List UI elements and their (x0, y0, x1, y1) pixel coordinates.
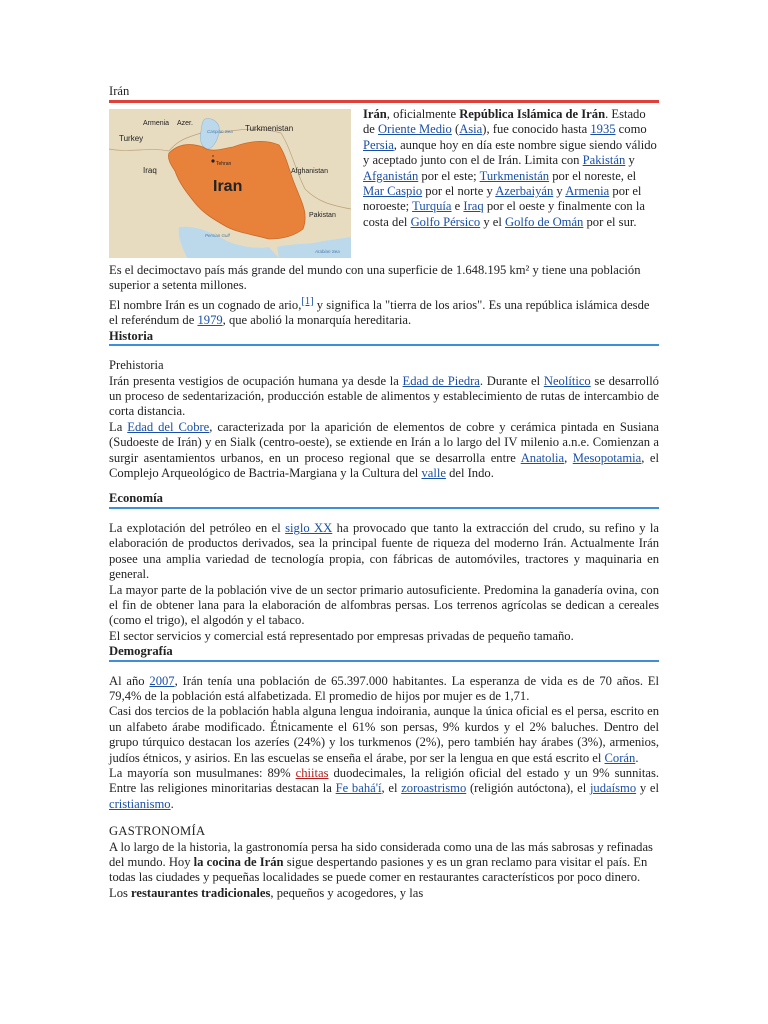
link-1979[interactable]: 1979 (197, 313, 223, 328)
map-label-turkmenistan: Turkmenistan (245, 124, 294, 133)
section-economia (109, 491, 659, 644)
intro-text (363, 107, 659, 230)
map-label-iraq: Iraq (143, 166, 157, 175)
link-siglo-xx[interactable]: siglo XX (285, 520, 333, 535)
page-title: Irán (109, 84, 130, 98)
country-name: Irán (363, 107, 387, 121)
section-gastronomia (109, 824, 659, 901)
link-turkmenistan[interactable]: Turkmenistán (479, 168, 550, 183)
footnote-link[interactable]: [1] (301, 295, 314, 307)
link-armenia[interactable]: Armenia (565, 184, 610, 199)
map-label-turkey: Turkey (119, 134, 144, 143)
link-mar-caspio[interactable]: Mar Caspio (363, 184, 423, 199)
name-paragraph: El nombre Irán es un cognado de ario,[1] y significa la "tierra de los arios". Es una república islámica desde el referéndum de 1979, que abolió la monarquía hereditaria. (109, 295, 650, 328)
historia-paragraph-2: La Edad del Cobre, caracterizada por la aparición de elementos de cobre y cerámica pintada en Susiana (Sudoeste de Irán) y en Sialk (centro-oeste), se extiende en Irán a lo largo del IV milenio a.n.e. Comienzan a surgir asentamientos urbanos, en un proceso regional que se desarrolla entre Anatolia, Mesopotamia, el Complejo Arqueológico de Bactria-Margiana y la Cultura del valle del Indo. (109, 419, 660, 481)
demografia-paragraph-2: Casi dos tercios de la población habla alguna lengua indoirania, aunque la única oficial es el persa, escrito en un alfabeto árabe modificado. Étnicamente el 61% son persas, 9% kurdos y el 2% baluches. Dentro del grupo túrquico destacan los azeríes (24%) y los turkmenos (2%), pero también hay árabes (3%), armenios, judíos étnicos, y asirios. En las escuelas se enseña el árabe, por ser la lengua en que está escrito el Corán. (109, 704, 659, 765)
iran-map-image (109, 109, 351, 258)
link-neolitico[interactable]: Neolítico (543, 373, 591, 388)
link-coran[interactable]: Corán (604, 750, 636, 765)
subheading-prehistoria: Prehistoria (109, 358, 164, 373)
link-anatolia[interactable]: Anatolia (520, 450, 565, 465)
link-oriente-medio[interactable]: Oriente Medio (378, 122, 452, 137)
link-edad-cobre[interactable]: Edad del Cobre (127, 419, 210, 434)
link-mesopotamia[interactable]: Mesopotamia (572, 450, 642, 465)
intro-paragraph: Irán, oficialmente República Islámica de Irán. Estado de Oriente Medio (Asia), fue conocido hasta 1935 como Persia, aunque hoy en día este nombre sigue siendo válido y aceptado junto con el de Irán. Limita con Pakistán y Afganistán por el este; Turkmenistán por el noreste, el Mar Caspio por el norte y Azerbaiyán y Armenia por el noroeste; Turquía e Iraq por el oeste y finalmente con la costa del Golfo Pérsico y el Golfo de Omán por el sur. (363, 107, 657, 229)
map-label-afghanistan: Afghanistan (291, 168, 328, 175)
map-label-iran: Iran (213, 178, 243, 195)
economia-paragraph-3: El sector servicios y comercial está representado por empresas privadas de pequeño tamaño. (109, 628, 574, 643)
link-fe-bahai[interactable]: Fe bahá'í (335, 781, 382, 796)
link-persia[interactable]: Persia (363, 137, 394, 152)
rule-historia (109, 344, 659, 346)
map-label-arabian-sea: Arabian Sea (315, 249, 340, 254)
demografia-paragraph-3: La mayoría son musulmanes: 89% chiitas duodecimales, la religión oficial del estado y un 9% sunnitas. Entre las religiones minoritarias destacan la Fe bahá'í, el zoroastrismo (religión autóctona), el judaísmo y el cristianismo. (109, 765, 660, 811)
map-label-caspian: Caspian Sea (207, 129, 233, 134)
official-name: República Islámica de Irán (459, 107, 606, 121)
section-historia (109, 329, 659, 482)
link-golfo-persico[interactable]: Golfo Pérsico (410, 214, 481, 229)
link-pakistan[interactable]: Pakistán (582, 153, 626, 168)
historia-paragraph-1: Irán presenta vestigios de ocupación humana ya desde la Edad de Piedra. Durante el Neolítico se desarrolló un proceso de sedentarización, producción estable de alimentos y establecimiento de rutas de intercambio de corta distancia. (109, 373, 659, 419)
link-afganistan[interactable]: Afganistán (363, 168, 419, 183)
map-label-armenia: Armenia (143, 120, 170, 127)
link-judaismo[interactable]: judaísmo (589, 781, 637, 796)
section-demografia (109, 644, 659, 812)
link-cristianismo[interactable]: cristianismo (109, 796, 171, 811)
intro-section (109, 103, 659, 263)
link-iraq[interactable]: Iraq (463, 199, 484, 214)
heading-gastronomia: GASTRONOMÍA (109, 824, 206, 839)
map-label-pakistan: Pakistan (309, 212, 336, 219)
heading-economia: Economía (109, 491, 163, 506)
document-page (109, 84, 659, 901)
link-azerbaiyan[interactable]: Azerbaiyán (495, 184, 554, 199)
link-golfo-oman[interactable]: Golfo de Omán (505, 214, 584, 229)
link-valle[interactable]: valle (421, 466, 446, 481)
link-chiitas[interactable]: chiitas (295, 765, 329, 780)
heading-demografia: Demografía (109, 644, 173, 659)
area-paragraph: Es el decimoctavo país más grande del mundo con una superficie de 1.648.195 km² y tiene una población superior a setenta millones. (109, 263, 641, 293)
rule-economia (109, 507, 659, 509)
map-label-persian-gulf: Persian Gulf (205, 233, 230, 238)
gastronomia-paragraph: A lo largo de la historia, la gastronomía persa ha sido considerada como una de las más sabrosas y refinadas del mundo. Hoy la cocina de Irán sigue despertando pasiones y es un gran reclamo para visitar el país. En todas las ciudades y pequeñas localidades se puede comer en restaurantes característicos por poco dinero. Los restaurantes tradicionales, pequeños y acogedores, y las (109, 839, 653, 900)
economia-paragraph-2: La mayor parte de la población vive de un sector primario autosuficiente. Predomina la ganadería ovina, con el fin de obtener lana para la elaboración de alfombras persas. Los terrenos agrícolas se dedican a cereales (como el trigo), el algodón y el tabaco. (109, 582, 659, 628)
map-label-tehran: Tehran (216, 161, 232, 167)
intro-continued (109, 263, 659, 329)
demografia-paragraph-1: Al año 2007, Irán tenía una población de 65.397.000 habitantes. La esperanza de vida es de 70 años. El 79,4% de la población está alfabetizada. El promedio de hijos por mujer es de 1,71. (109, 673, 659, 703)
link-edad-piedra[interactable]: Edad de Piedra (402, 373, 480, 388)
link-turquia[interactable]: Turquía (412, 199, 452, 214)
heading-historia: Historia (109, 328, 154, 343)
rule-demografia (109, 660, 659, 662)
economia-paragraph-1: La explotación del petróleo en el siglo XX ha provocado que tanto la extracción del crudo, su refino y la elaboración de productos derivados, sea la principal fuente de riqueza del moderno Irán. Actualmente Irán posee una amplia variedad de tecnología propia, con fábricas de automóviles, tractores y maquinaria en general. (109, 520, 659, 582)
map-label-azer: Azer. (177, 120, 193, 127)
link-1935[interactable]: 1935 (590, 122, 616, 137)
link-2007[interactable]: 2007 (149, 673, 175, 688)
link-asia[interactable]: Asia (459, 122, 483, 137)
link-zoroastrismo[interactable]: zoroastrismo (401, 781, 467, 796)
